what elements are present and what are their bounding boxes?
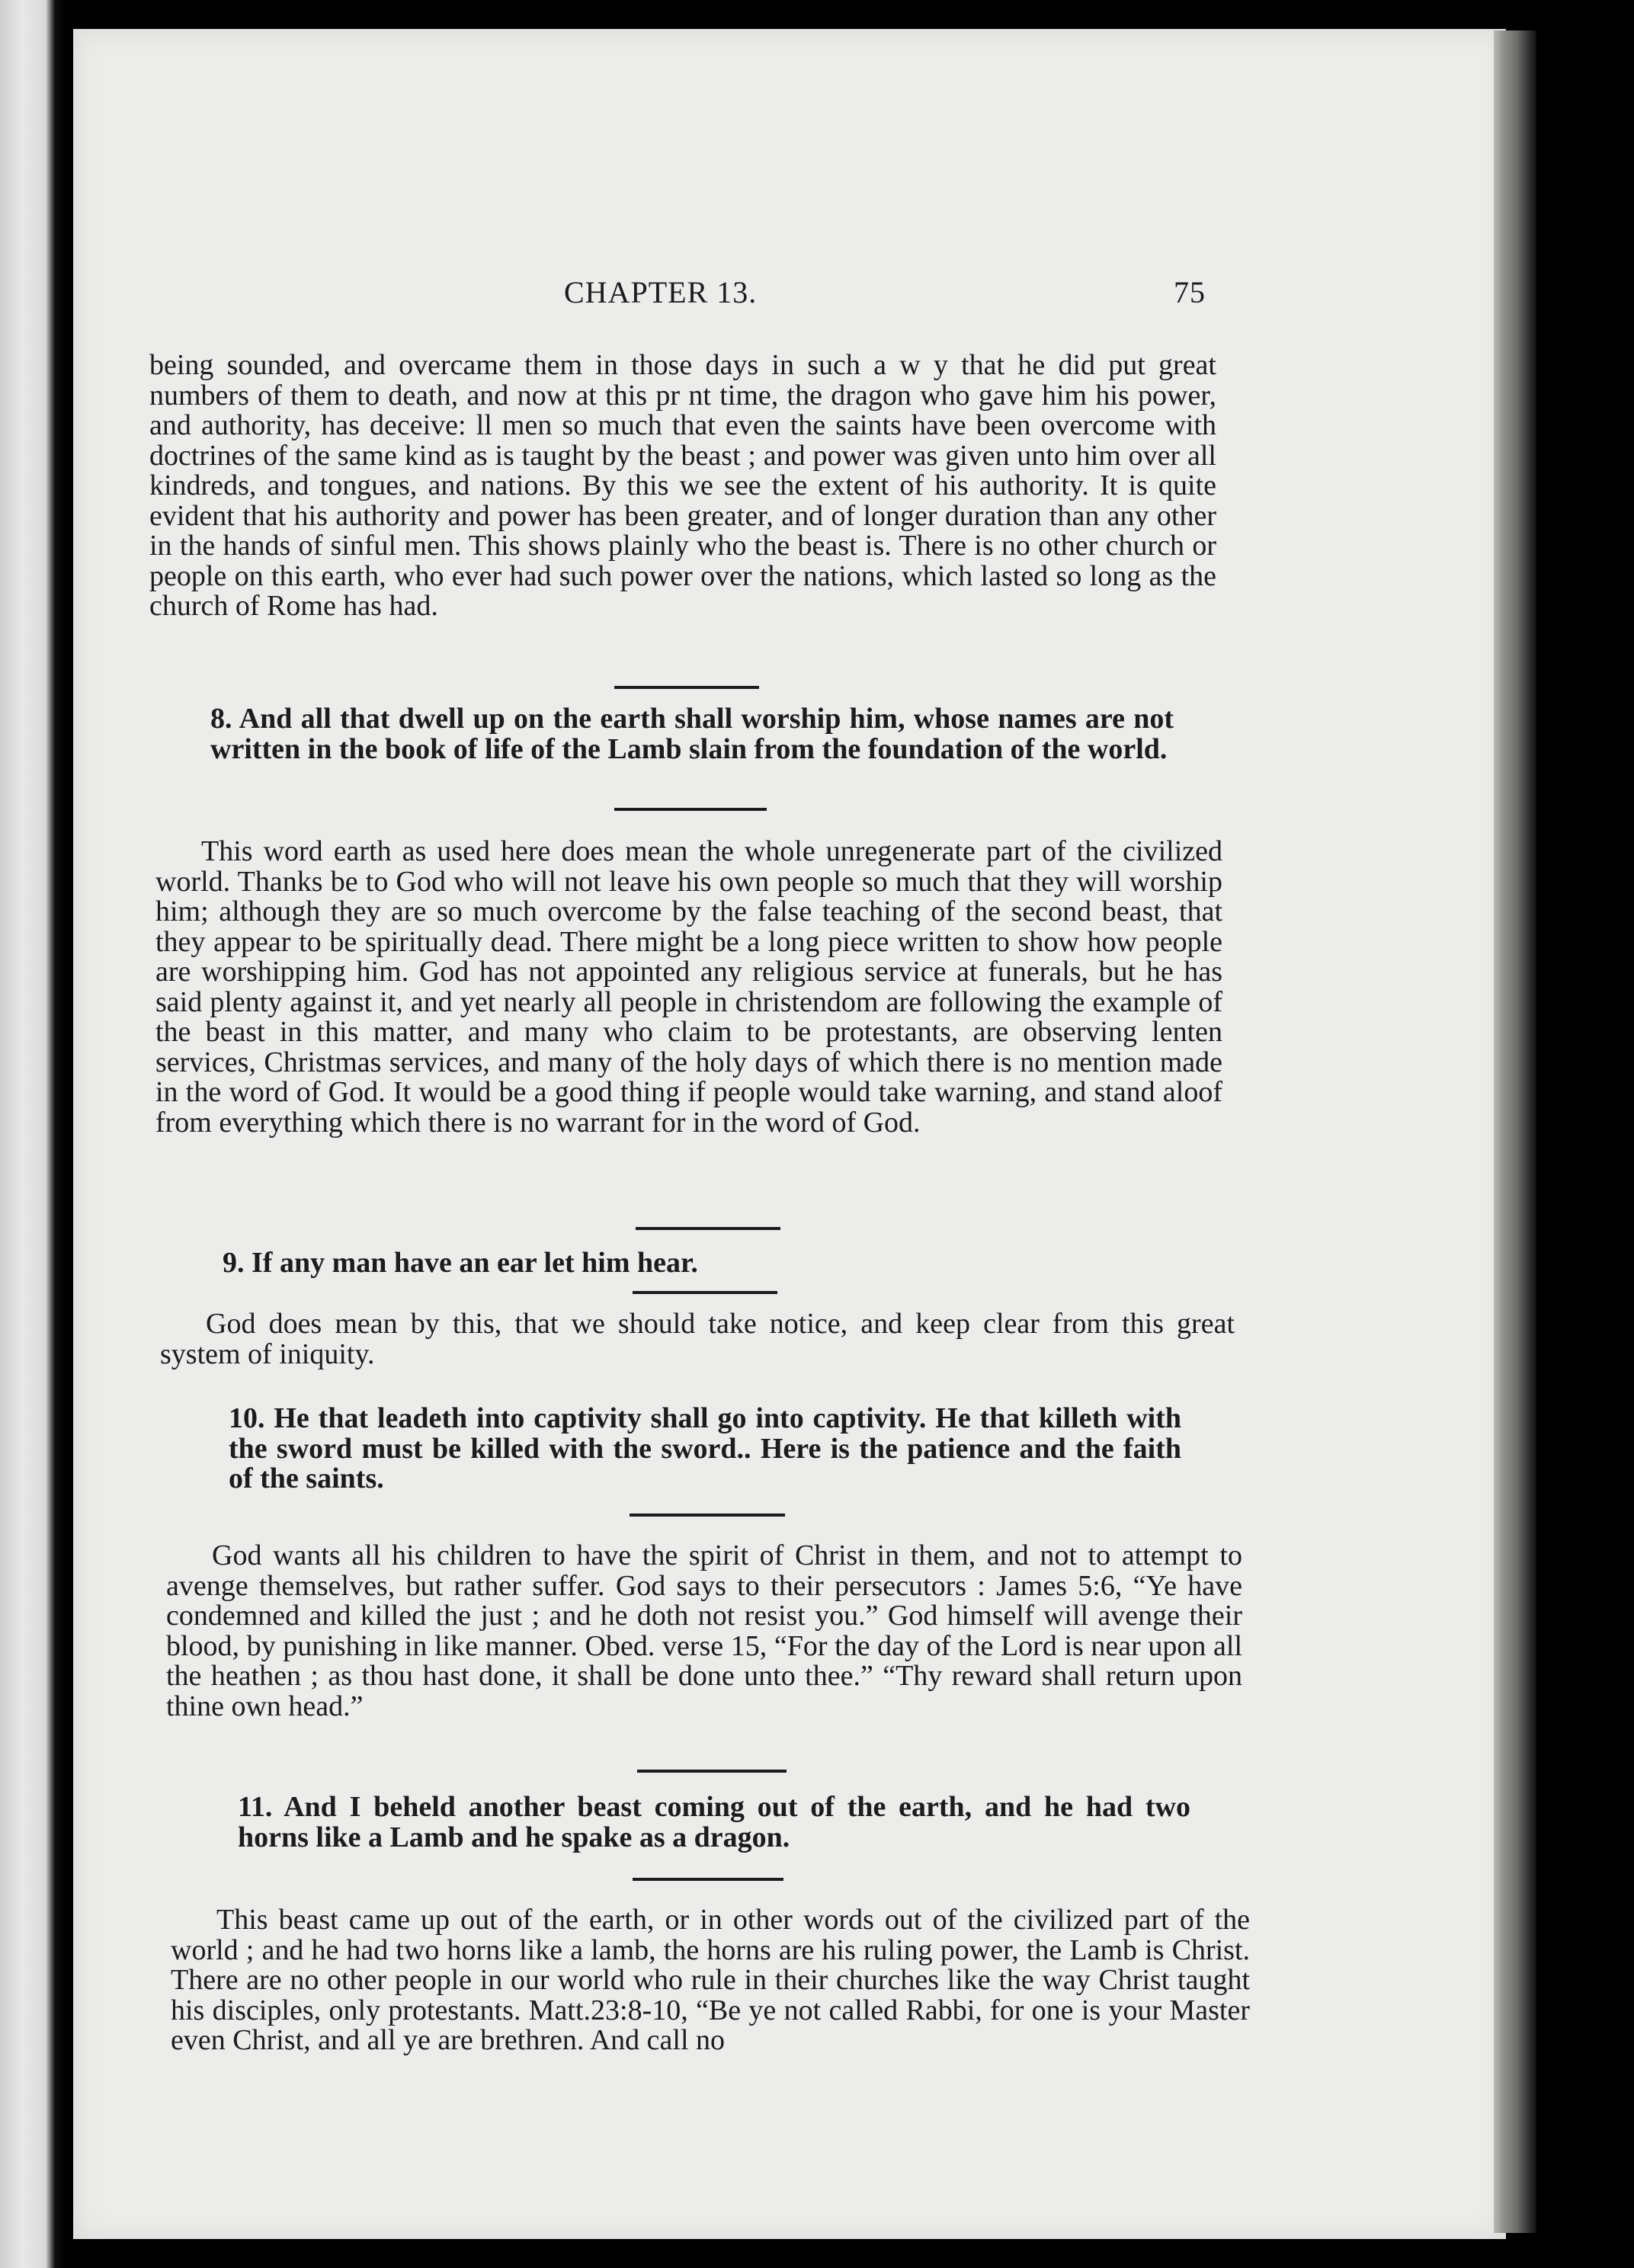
verse-8-text: 8. And all that dwell up on the earth shall worship him, whose names are not written in the book of life of the Lamb slain from the foundation of the world.	[210, 703, 1174, 765]
right-page-edge	[1494, 30, 1536, 2233]
verse-11-text: 11. And I beheld another beast coming out of the earth, and he had two horns like a Lamb and he spake as a dragon.	[238, 1791, 1190, 1853]
paragraph-4-text: God wants all his children to have the spirit of Christ in them, and not to attempt to avenge themselves, but rather suffer. God says to their persecutors : James 5:6, “Ye have condemned and killed the just ; and he doth not resist you.” God himself will avenge their blood, by punishing in like manner. Obed. verse 15, “For the day of the Lord is near upon all the heathen ; as thou hast done, it shall be done unto thee.” “Thy reward shall return upon thine own head.”	[166, 1539, 1242, 1722]
paragraph-1	[149, 351, 1216, 622]
verse-9-text: 9. If any man have an ear let him hear.	[223, 1247, 698, 1279]
left-page-edge	[0, 0, 64, 2268]
paragraph-3	[160, 1309, 1235, 1369]
section-divider	[633, 1291, 777, 1294]
verse-8	[210, 704, 1174, 764]
paragraph-5-text: This beast came up out of the earth, or in other words out of the civilized part of the world ; and he had two horns like a lamb, the horns are his ruling power, the Lamb is Christ. There are no other people in our world who rule in their churches like the way Christ taught his disciples, only protestants. Matt.23:8-10, “Be ye not called Rabbi, for one is your Master even Christ, and all ye are brethren. And call no	[171, 1904, 1250, 2056]
section-divider	[636, 1227, 780, 1230]
chapter-heading: CHAPTER 13.	[564, 275, 758, 309]
paragraph-2	[155, 837, 1222, 1138]
verse-11	[238, 1792, 1190, 1853]
verse-9	[223, 1248, 1213, 1279]
verse-10	[229, 1404, 1181, 1494]
paragraph-1-text: being sounded, and overcame them in those days in such a w y that he did put great numbers of them to death, and now at this pr nt time, the dragon who gave him his power, and authority, has deceive: ll men so much that even the saints have been overcome with doctrines of the same kind as is taught by the beast ; and power was given unto him over all kindreds, and tongues, and nations. By this we see the extent of his authority. It is quite evident that his authority and power has been greater, and of longer duration than any other in the hands of sinful men. This shows plainly who the beast is. There is no other church or people on this earth, who ever had such power over the nations, which lasted so long as the church of Rome has had.	[149, 349, 1216, 622]
section-divider	[630, 1514, 785, 1517]
paragraph-4	[166, 1541, 1242, 1722]
section-divider	[614, 686, 759, 689]
section-divider	[614, 808, 767, 811]
section-divider	[633, 1878, 783, 1881]
page-number: 75	[1174, 275, 1206, 309]
paragraph-3-text: God does mean by this, that we should take notice, and keep clear from this great system of iniquity.	[160, 1308, 1235, 1370]
paragraph-2-text: This word earth as used here does mean the whole unregenerate part of the civilized world. Thanks be to God who will not leave his own people so much that they will worship him; although they are so much overcome by the false teaching of the second beast, that they appear to be spiritually dead. There might be a long piece written to show how people are worshipping him. God has not appointed any religious service at funerals, but he has said plenty against it, and yet nearly all people in christendom are following the example of the beast in this matter, and many who claim to be protestants, are observing lenten services, Christmas services, and many of the holy days of which there is no mention made in the word of God. It would be a good thing if people would take warning, and stand aloof from everything which there is no warrant for in the word of God.	[155, 835, 1222, 1139]
section-divider	[637, 1770, 787, 1773]
verse-10-text: 10. He that leadeth into captivity shall go into captivity. He that killeth with the sword must be killed with the sword.. Here is the patience and the faith of the saints.	[229, 1402, 1181, 1494]
paragraph-5	[171, 1905, 1250, 2056]
